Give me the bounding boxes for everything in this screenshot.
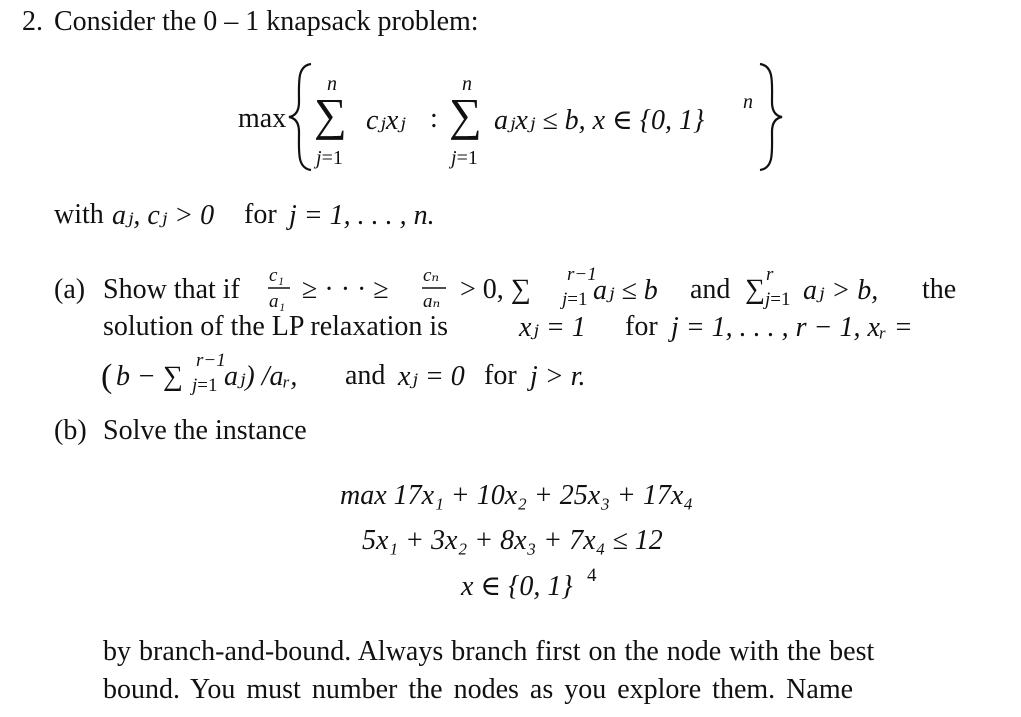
with-range: j = 1, . . . , n. [289, 200, 435, 231]
problem-number: 2. [22, 6, 43, 37]
part-b-objective: max 17x₁ + 10x₂ + 25x₃ + 17x₄ [340, 480, 693, 511]
part-a-line3-b: b − ∑ [116, 361, 183, 392]
constraint-term: aⱼxⱼ ≤ b, x ∈ {0, 1} [494, 105, 705, 136]
part-b-intro: Solve the instance [103, 415, 307, 446]
part-a-line3-math3: xⱼ = 0 [398, 361, 465, 392]
frac1-bar [268, 287, 292, 289]
sum2-upper: n [462, 73, 472, 95]
fracn-den: aₙ [423, 291, 441, 312]
sum2-sub: j=1 [765, 289, 791, 310]
sum1-sup: r−1 [567, 264, 597, 285]
formula-max: max [238, 103, 287, 134]
sum2-lower: j=1 [451, 147, 478, 169]
part-b-constraint: 5x₁ + 3x₂ + 8x₃ + 7x₄ ≤ 12 [362, 525, 663, 556]
part-a-line1-mid: > 0, ∑ [460, 274, 531, 305]
sum1-lower: j=1 [316, 147, 343, 169]
right-brace [756, 62, 786, 172]
part-a-line1-start: Show that if [103, 274, 240, 305]
paren-open: ( [101, 358, 113, 395]
part-a-label: (a) [54, 274, 86, 305]
fracn-num: cₙ [423, 265, 440, 286]
part-b-line1: by branch-and-bound. Always branch first on the node with the best [103, 636, 875, 667]
sum2-sup: r [766, 264, 774, 285]
part-a-line2-math2: j = 1, . . . , r − 1, xᵣ = [671, 312, 913, 343]
sum1-upper: n [327, 73, 337, 95]
part-b-domain: x ∈ {0, 1} [461, 571, 573, 602]
part-a-line2-math1: xⱼ = 1 [519, 312, 586, 343]
sum1-sigma: ∑ [314, 89, 347, 140]
part-b-domain-sup: 4 [587, 565, 597, 586]
part-a-line3-math4: j > r. [530, 361, 586, 392]
part-b-label: (b) [54, 415, 87, 446]
sum2-sigma-inline: ∑ [745, 274, 765, 305]
formula-separator: : [430, 103, 438, 134]
part-b-line2: bound. You must number the nodes as you explore them. Name [103, 674, 854, 705]
sum2-sigma: ∑ [449, 89, 482, 140]
sum3-sub: j=1 [192, 375, 218, 396]
part-a-line3-math2: aⱼ) /aᵣ, [224, 361, 298, 392]
frac1-den: a₁ [269, 291, 286, 312]
part-a-and: and [690, 274, 731, 305]
sum1-sub: j=1 [562, 289, 588, 310]
geq-dots: ≥ · · · ≥ [302, 274, 389, 305]
left-brace [287, 62, 317, 172]
part-a-line3-for: for [484, 360, 517, 391]
constraint-sup: n [743, 91, 753, 113]
sum3-sup: r−1 [196, 350, 226, 371]
part-a-line3-and: and [345, 360, 386, 391]
frac1-num: c₁ [269, 265, 285, 286]
part-a-cond2: aⱼ > b, [803, 275, 879, 306]
with-text: with [54, 199, 104, 230]
part-a-line1-end: the [922, 274, 957, 305]
part-a-cond1: aⱼ ≤ b [593, 275, 658, 306]
part-a-line2-start: solution of the LP relaxation is [103, 311, 449, 342]
part-a-line2-for: for [625, 311, 658, 342]
objective-term: cⱼxⱼ [366, 105, 406, 136]
with-for: for [244, 199, 277, 230]
with-vars: aⱼ, cⱼ > 0 [112, 200, 215, 231]
fracn-bar [422, 287, 448, 289]
problem-intro: Consider the 0 – 1 knapsack problem: [54, 6, 479, 37]
